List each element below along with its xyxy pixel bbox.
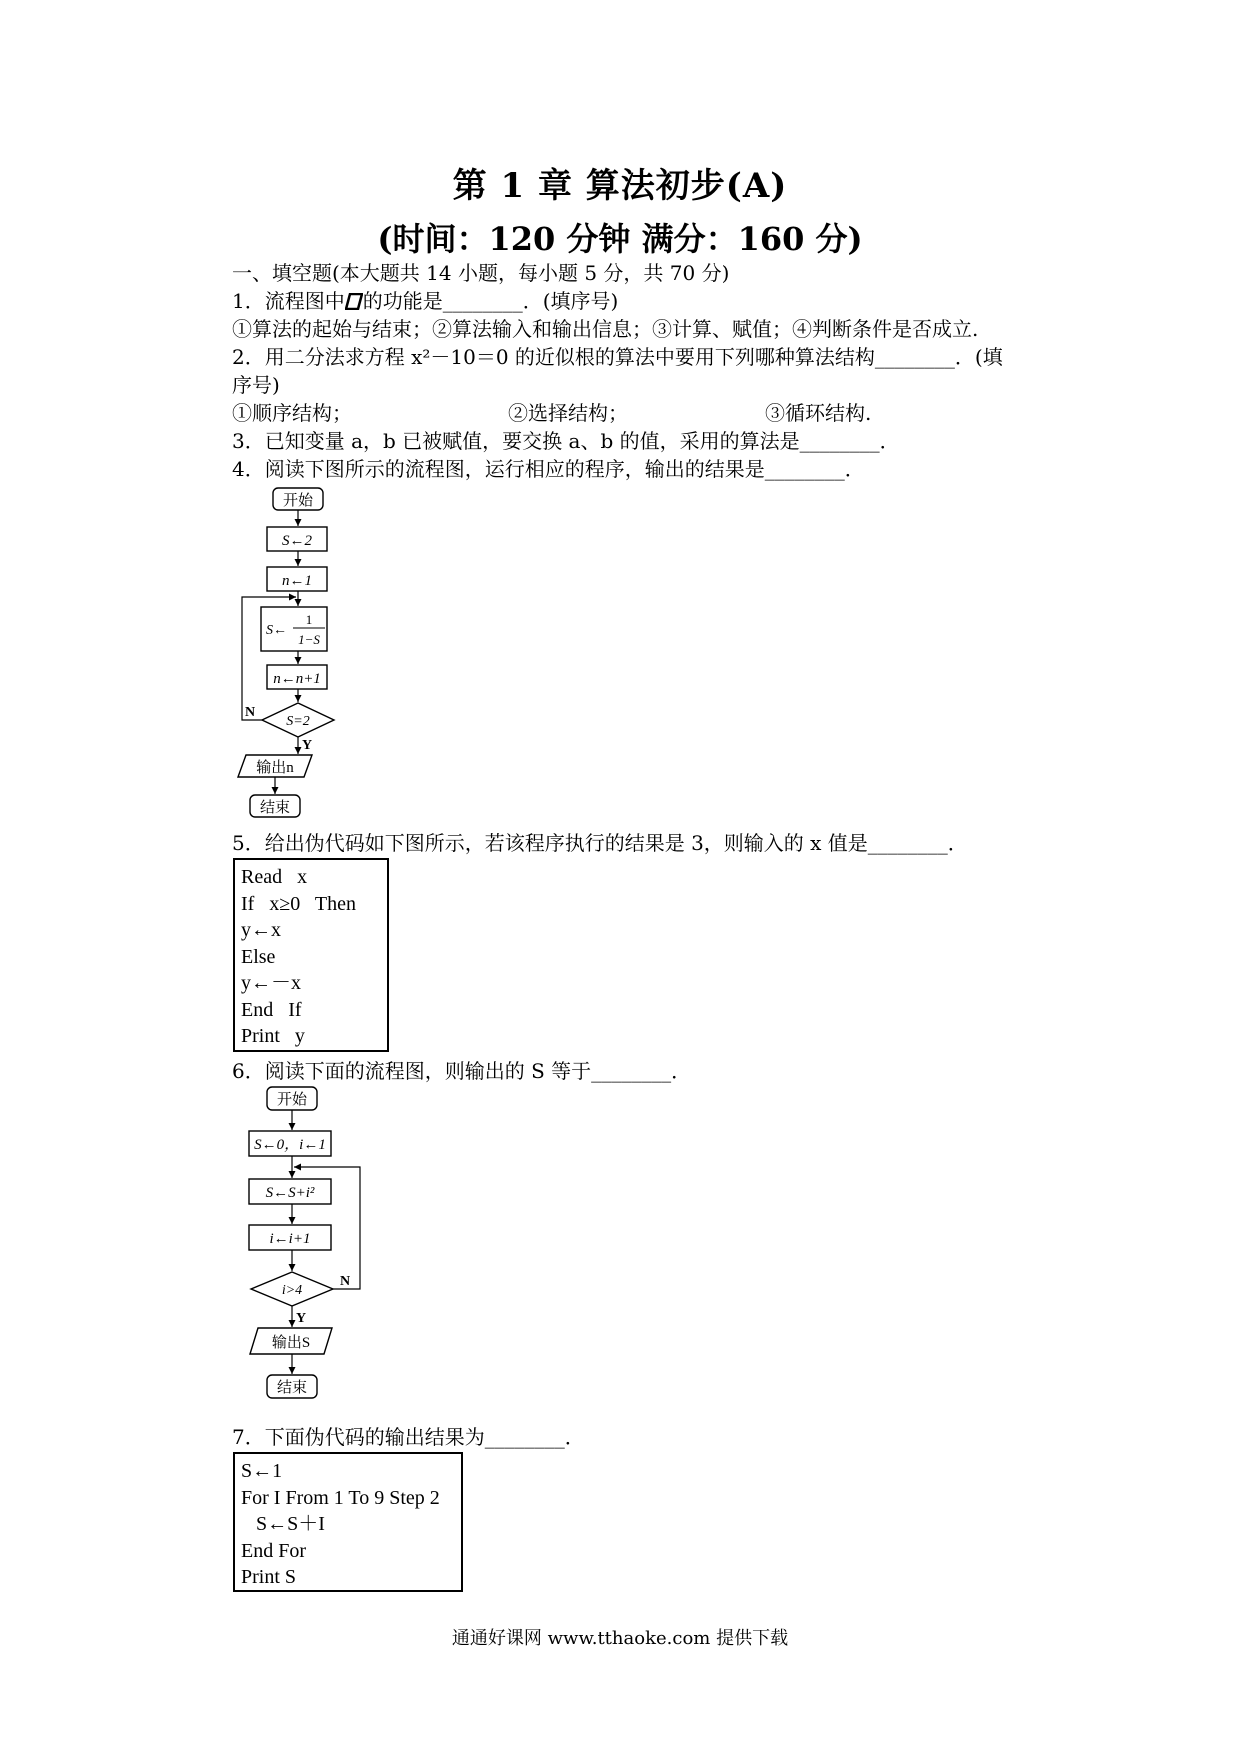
parallelogram-icon [345,290,363,307]
flow2-step-3-label: i←i+1 [269,1231,311,1247]
page-subtitle: (时间：120 分钟 满分：160 分) [377,220,863,258]
flow2-condition-label: i>4 [281,1283,303,1298]
flow1-output-label: 输出n [256,760,294,776]
question-2-line-2: 序号) [232,373,280,397]
flow1-no-label: N [245,705,256,720]
flow1-step-3-numerator: 1 [305,612,313,627]
page-title: 第 1 章 算法初步(A) [452,166,788,206]
code-7-line-5: Print S [241,1566,297,1588]
code-5-line-7: Print y [241,1025,305,1047]
flow2-step-1-label: S←0，i←1 [254,1137,326,1153]
question-4: 4．阅读下图所示的流程图，运行相应的程序，输出的结果是________． [232,457,865,481]
question-1-text-a: 1．流程图中 [232,289,345,313]
flow1-step-3-left: S← [266,623,287,638]
code-5-line-2: If x≥0 Then [241,892,357,915]
code-7-line-2: For I From 1 To 9 Step 2 [241,1486,440,1509]
code-5-line-4: Else [241,945,276,968]
question-6: 6．阅读下面的流程图，则输出的 S 等于________． [232,1059,692,1083]
question-7: 7．下面伪代码的输出结果为________． [232,1425,585,1449]
question-1 [232,288,618,314]
question-2-option-3: ③循环结构. [765,401,872,425]
question-1-options: ①算法的起始与结束；②算法输入和输出信息；③计算、赋值；④判断条件是否成立. [232,317,979,341]
code-7-line-3: S←S＋I [241,1513,325,1535]
flow1-end-label: 结束 [259,800,291,816]
question-2-line-1: 2．用二分法求方程 x²－10＝0 的近似根的算法中要用下列哪种算法结构________．(填 [232,345,1003,369]
flow1-step-1-label: S←2 [282,533,312,549]
flow2-output-label: 输出S [271,1335,311,1351]
flow1-step-2-label: n←1 [282,573,312,589]
question-3: 3．已知变量 a，b 已被赋值，要交换 a、b 的值，采用的算法是________． [232,429,900,453]
flow2-end-label: 结束 [276,1380,308,1396]
code-5-line-1: Read x [241,866,308,888]
code-5-line-6: End If [241,998,302,1021]
code-5-line-5: y←－x [241,972,301,994]
flow1-step-3-denominator: 1−S [298,632,320,647]
flow2-start-label: 开始 [276,1092,308,1108]
code-box-7 [233,1452,463,1592]
question-5: 5．给出伪代码如下图所示，若该程序执行的结果是 3，则输入的 x 值是________． [232,831,968,855]
question-2-option-1: ①顺序结构； [232,401,352,425]
section-heading: 一、填空题(本大题共 14 小题，每小题 5 分，共 70 分) [232,261,730,285]
flow1-step-4-label: n←n+1 [273,671,321,687]
code-5-line-3: y←x [241,919,281,941]
flowchart-2 [236,1084,396,1404]
question-1-text-b: 的功能是________．(填序号) [362,289,619,313]
flow2-step-2-label: S←S+i² [265,1185,315,1201]
footer: 通通好课网 www.tthaoke.com 提供下载 [451,1628,789,1649]
flow1-yes-label: Y [302,738,313,753]
flow1-start-label: 开始 [282,493,314,509]
flow2-no-label: N [340,1274,351,1289]
flowchart-1 [230,482,370,820]
code-7-line-1: S←1 [241,1460,283,1482]
flow2-yes-label: Y [296,1311,307,1326]
code-box-5 [233,858,389,1052]
flow1-condition-label: S=2 [286,714,310,729]
question-2-option-2: ②选择结构； [508,401,628,425]
code-7-line-4: End For [241,1539,306,1562]
